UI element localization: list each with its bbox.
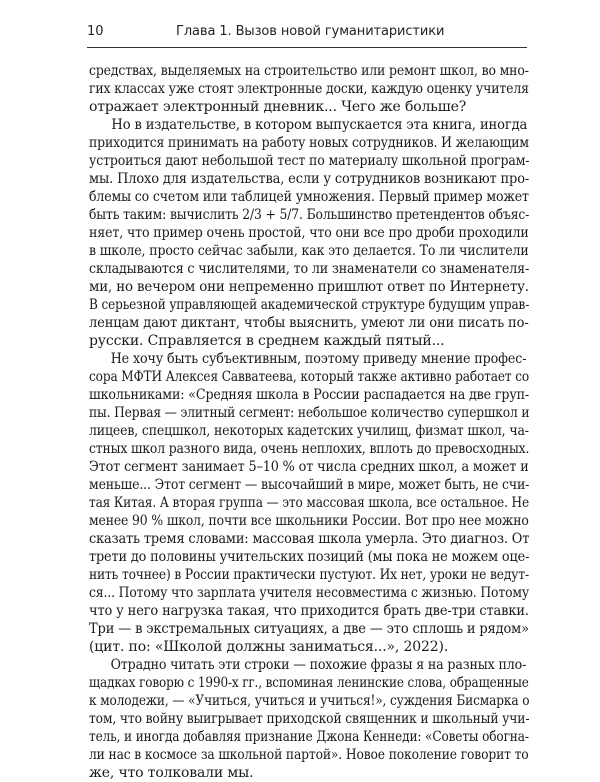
text-line: гих классах уже стоят электронные доски, каждую оценку учителя — [89, 81, 529, 97]
text-line: ли нас в космосе за школьной партой». Новое поколение говорит то — [89, 747, 529, 763]
text-line: Этот сегмент занимает 5–10 % от числа средних школ, а может и — [89, 459, 529, 475]
text-line: сказать тремя словами: массовая школа умерла. Это диагноз. От — [89, 531, 530, 547]
text-line: (цит. по: «Школой должны заниматься...», 2022). — [89, 639, 449, 655]
text-line: сора МФТИ Алексея Савватеева, который также активно работает со — [89, 369, 530, 385]
text-line: щадках говорю с 1990-х гг., вспоминая ленинские слова, обращенные — [89, 675, 529, 691]
text-line: мы. Плохо для издательства, если у сотрудников возникают про- — [89, 171, 530, 187]
text-line: быть таким: вычислить 2/3 + 5/7. Большинство претендентов объяс- — [89, 207, 530, 223]
text-line: меньше... Этот сегмент — высочайший в мире, может быть, не счи- — [89, 477, 530, 493]
text-line: ми, но вечером они непременно пришлют ответ по Интернету. — [89, 279, 529, 295]
text-line: том, что войну выигрывает приходской священник и школьный учи- — [89, 711, 530, 727]
text-line: Отрадно читать эти строки — похожие фразы я на разных пло- — [110, 657, 527, 673]
paragraph — [89, 656, 529, 782]
text-line: к молодежи, — «Учиться, учиться и учиться!», суждения Бисмарка о — [89, 693, 530, 709]
text-line: школьниками: «Средняя школа в России распадается на две груп- — [89, 387, 530, 403]
text-line: устроиться дают небольшой тест по материалу школьной програм- — [89, 153, 530, 169]
text-line: в школе, просто сейчас забыли, как это делается. То ли числители — [89, 243, 529, 259]
text-line: тая Китая. А вторая группа — это массовая школа, все остальное. Не — [89, 495, 530, 511]
text-line: приходится принимать на работу новых сотрудников. И желающим — [89, 135, 529, 151]
text-line: менее 90 % школ, почти все школьники России. Вот про нее можно — [89, 513, 529, 529]
text-line: средствах, выделяемых на строительство или ремонт школ, во мно- — [89, 63, 529, 79]
chapter-title: Глава 1. Вызов новой гуманитаристики — [176, 24, 445, 39]
text-line: ся... Потому что зарплата учителя несовместима с жизнью. Потому — [89, 585, 530, 601]
text-line: ленцам дают диктант, чтобы выяснить, умеют ли они писать по- — [89, 315, 529, 331]
text-line: Не хочу быть субъективным, поэтому приведу мнение профес- — [110, 351, 527, 367]
header-rule — [87, 47, 527, 48]
text-line: что у него нагрузка такая, что приходится брать две-три ставки. — [89, 603, 529, 619]
text-line: блемы со счетом или таблицей умножения. Первый пример может — [89, 189, 529, 205]
text-line: пы. Первая — элитный сегмент: небольшое количество супершкол и — [89, 405, 530, 421]
text-line: нить точнее) в России практически пустуют. Их нет, уроки не ведут- — [89, 567, 529, 583]
text-line: лицеев, спецшкол, некоторых кадетских училищ, физмат школ, ча- — [89, 423, 529, 439]
body-text — [89, 62, 529, 782]
text-line: русски. Справляется в среднем каждый пятый... — [89, 333, 445, 349]
paragraph — [89, 116, 529, 350]
text-line: Три — в экстремальных ситуациях, а две — это сплошь и рядом» — [89, 621, 529, 637]
text-line: стных школ разного вида, очень неплохих, вплоть до превосходных. — [89, 441, 530, 457]
text-line: трети до половины учительских позиций (мы пока не можем оце- — [89, 549, 530, 565]
text-line: отражает электронный дневник... Чего же больше? — [89, 99, 467, 115]
page-number: 10 — [87, 24, 104, 39]
text-line: тель, и иногда добавляя признание Джона Кеннеди: «Советы обогна- — [89, 729, 529, 745]
text-line: складываются с числителями, то ли знаменатели со знаменателя- — [89, 261, 530, 277]
paragraph — [89, 350, 529, 656]
text-line: же, что толковали мы. — [89, 765, 254, 781]
text-line: В серьезной управляющей академической структуре будущим управ- — [89, 297, 530, 313]
text-line: няет, что пример очень простой, что они все про дроби проходили — [89, 225, 529, 241]
text-line: Но в издательстве, в котором выпускается эта книга, иногда — [111, 117, 528, 133]
paragraph — [89, 62, 529, 116]
running-header — [87, 22, 529, 46]
